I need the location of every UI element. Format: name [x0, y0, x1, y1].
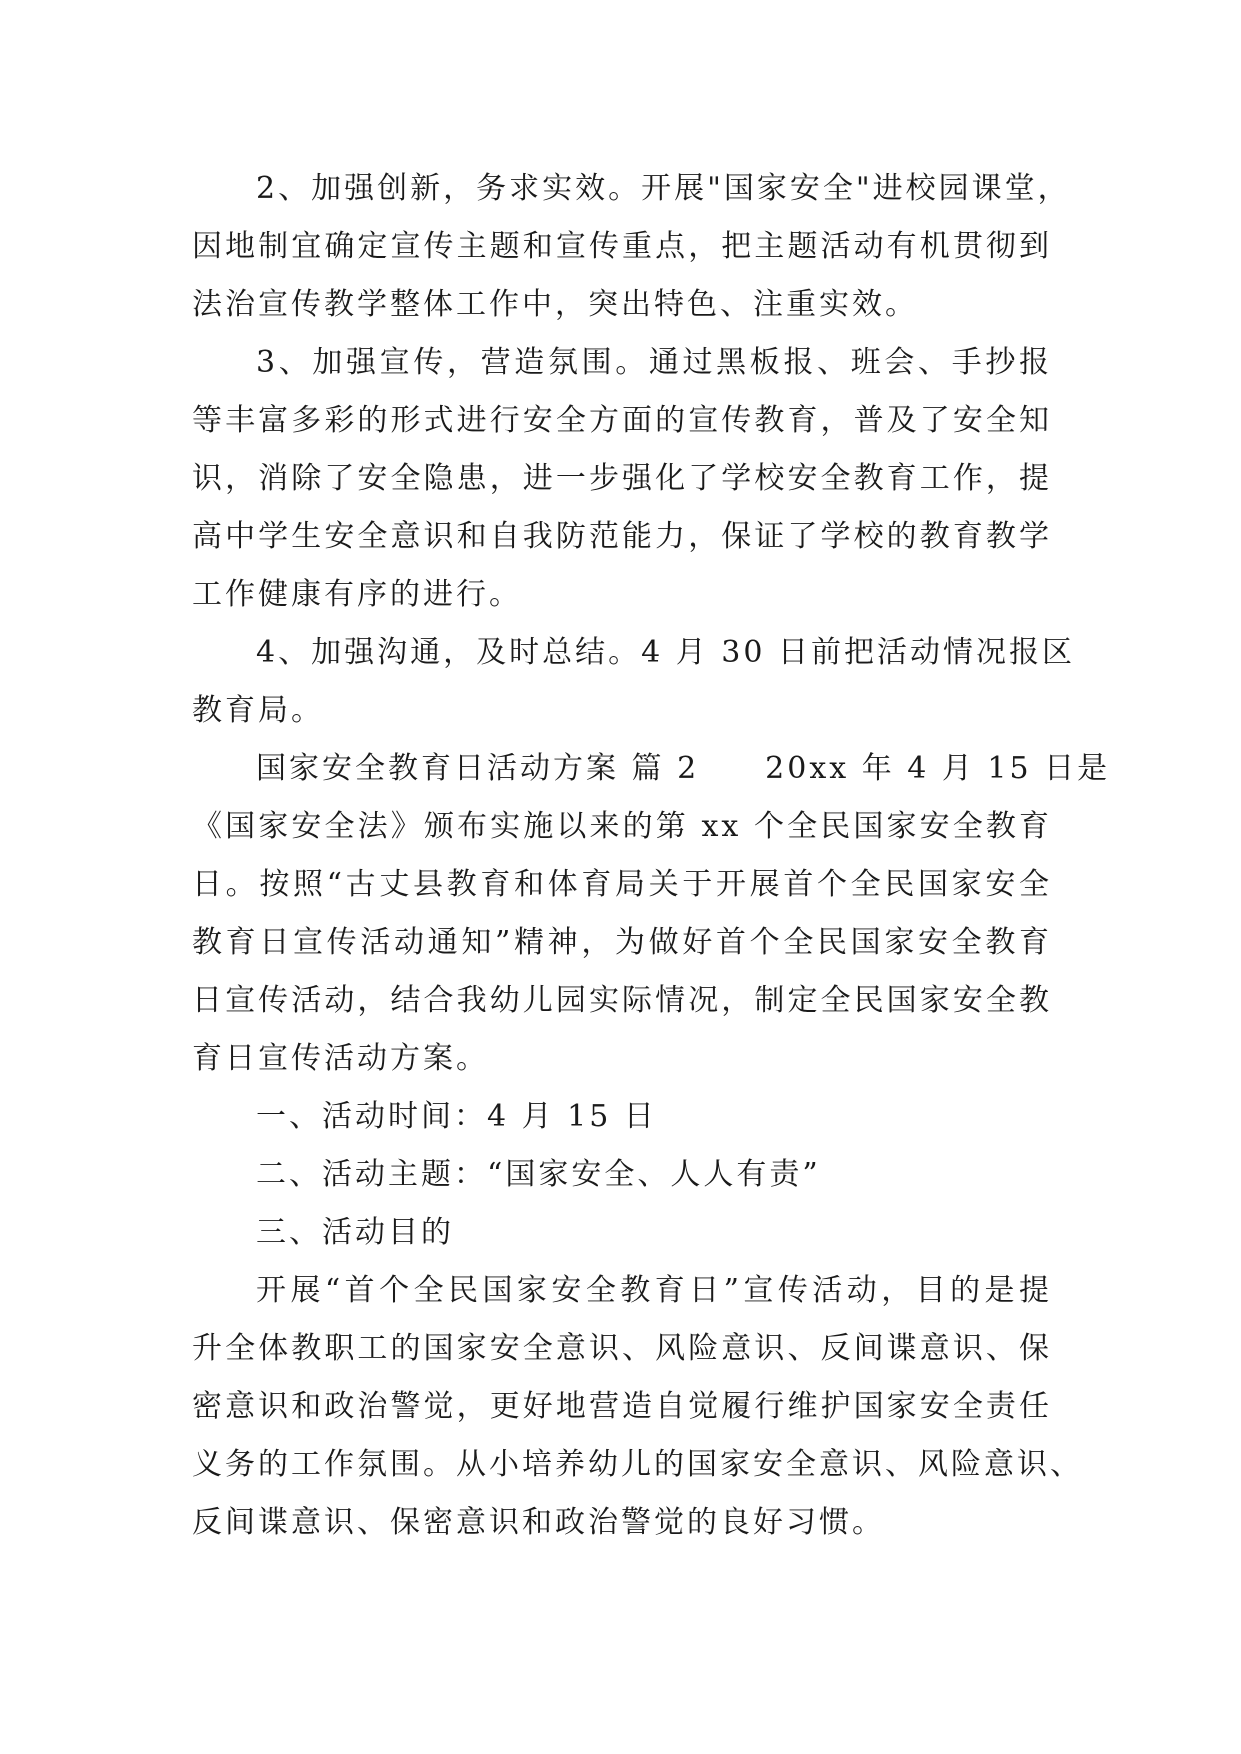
text-line: 工作健康有序的进行。: [192, 577, 522, 612]
text-line: 升全体教职工的国家安全意识、风险意识、反间谍意识、保: [192, 1331, 1052, 1366]
text-line: 《国家安全法》颁布实施以来的第 xx 个全民国家安全教育: [192, 809, 1052, 844]
text-line: 2、加强创新，务求实效。开展"国家安全"进校园课堂，: [256, 171, 1071, 206]
text-line: 一、活动时间：4 月 15 日: [256, 1099, 657, 1134]
text-line: 4、加强沟通，及时总结。4 月 30 日前把活动情况报区: [256, 635, 1075, 670]
text-line: 国家安全教育日活动方案 篇 2 20xx 年 4 月 15 日是: [256, 751, 1111, 786]
text-line: 三、活动目的: [256, 1215, 454, 1250]
text-line: 教育日宣传活动通知”精神，为做好首个全民国家安全教育: [192, 925, 1052, 960]
text-line: 开展“首个全民国家安全教育日”宣传活动，目的是提: [256, 1273, 1052, 1308]
text-line: 3、加强宣传，营造氛围。通过黑板报、班会、手抄报: [256, 345, 1052, 380]
text-line: 法治宣传教学整体工作中，突出特色、注重实效。: [192, 287, 918, 322]
text-line: 因地制宜确定宣传主题和宣传重点，把主题活动有机贯彻到: [192, 229, 1052, 264]
text-line: 义务的工作氛围。从小培养幼儿的国家安全意识、风险意识、: [192, 1447, 1083, 1482]
text-line: 等丰富多彩的形式进行安全方面的宣传教育，普及了安全知: [192, 403, 1052, 438]
document-body: [192, 160, 1111, 1552]
text-line: 教育局。: [192, 693, 324, 728]
text-line: 高中学生安全意识和自我防范能力，保证了学校的教育教学: [192, 519, 1052, 554]
text-line: 日宣传活动，结合我幼儿园实际情况，制定全民国家安全教: [192, 983, 1052, 1018]
text-line: 日。按照“古丈县教育和体育局关于开展首个全民国家安全: [192, 867, 1052, 902]
text-line: 密意识和政治警觉，更好地营造自觉履行维护国家安全责任: [192, 1389, 1052, 1424]
text-line: 二、活动主题：“国家安全、人人有责”: [256, 1157, 821, 1192]
text-line: 识，消除了安全隐患，进一步强化了学校安全教育工作，提: [192, 461, 1052, 496]
text-line: 反间谍意识、保密意识和政治警觉的良好习惯。: [192, 1505, 885, 1540]
text-line: 育日宣传活动方案。: [192, 1041, 489, 1076]
